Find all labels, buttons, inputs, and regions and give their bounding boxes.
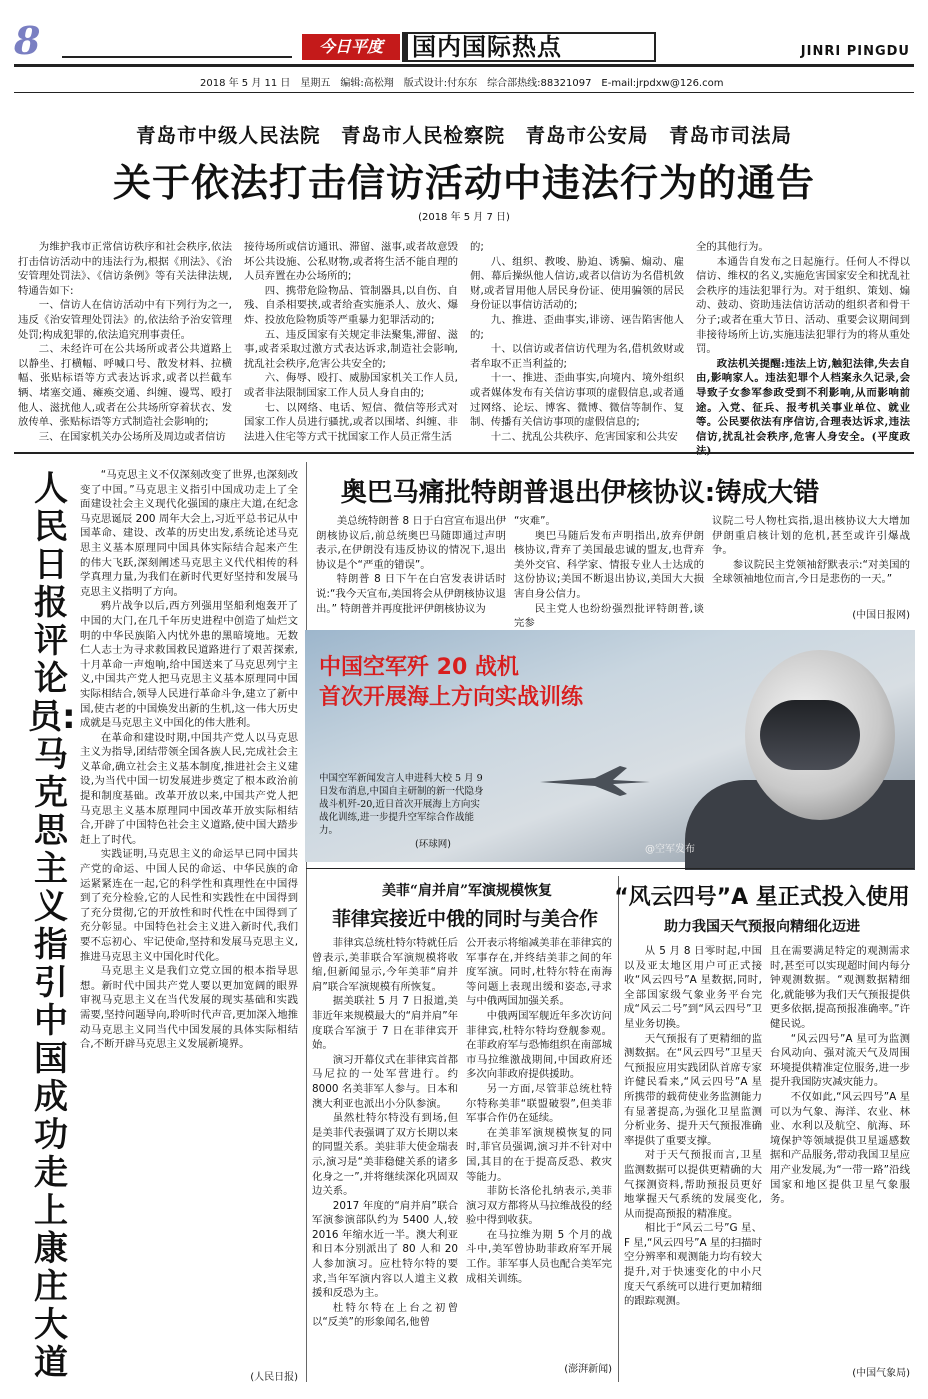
feibin-paragraph: 公开表示将缩减美菲在菲律宾的军事存在,并终结美菲之间的年度军演。同时,杜特尔特在南海等问题上表现出缓和姿态,寻求与中俄两国加强关系。 [466,937,612,1008]
obama-paragraph: 美总统特朗普 8 日于白宫宣布退出伊朗核协议后,前总统奥巴马随即通过声明表示,在伊朗没有违反协议的情况下,退出协议是个“严重的错误”。 [316,515,506,571]
notice-paragraph: 二、未经许可在公共场所或者公共道路上以静坐、打横幅、呼喊口号、散发材料、拉横幅、张贴标语等方式表达诉求,或者以拦截车辆、堵塞交通、瘫痪交通、纠缠、谩骂、殴打他人、滋扰他人,或者在公共场所穿着状衣、发放传单、张贴标语等方式制造社会影响的; [18,343,232,429]
renmin-paragraph: 马克思主义是我们立党立国的根本指导思想。新时代中国共产党人要以更加宽阔的眼界审视马克思主义在当代发展的现实基础和实践需要,坚持问题导向,聆听时代声音,更加深入地推动马克思主义同当代中国发展的具体实际相结合,不断开辟马克思主义发展新境界。 [80,965,298,1051]
obama-column-2 [514,514,704,630]
header-rule [14,64,914,67]
dateline: 2018 年 5 月 11 日 星期五 编辑:高松翔 版式设计:付东东 综合部热线:88321097 E-mail:jrpdxw@126.com [200,78,724,89]
renmin-paragraph: “马克思主义不仅深刻改变了世界,也深刻改变了中国。”马克思主义指引中国成功走上了全面建设社会主义现代化强国的康庄大道,在纪念马克思诞辰 200 周年大会上,习近平总书记从中国革命、建设、改革的历史出发,系统论述马克思主义基本原理同中国具体实际结合起来产生的伟大飞跃,深刻阐述马克思主义代代相传的科学真理力量,为我们在新时代更好坚持和发展马克思主义指明了方向。 [80,469,298,598]
feibin-paragraph: 另一方面,尽管菲总统杜特尔特称美菲“联盟破裂”,但美菲军事合作仍在延续。 [466,1082,612,1125]
photo-caption: 中国空军新闻发言人申进科大校 5 月 9 日发布消息,中国自主研制的新一代隐身战斗机歼-20,近日首次开展海上方向实战化训练,进一步提升空军综合作战能力。 [319,773,484,836]
renmin-paragraph: 在革命和建设时期,中国共产党人以马克思主义为指导,团结带领全国各族人民,完成社会主义革命,确立社会主义基本制度,推进社会主义建设,为当代中国一切发展进步奠定了根本政治前提和制度基础。改革开放以来,中国共产党人把马克思主义基本原理同中国改革开放实际相结合,开辟了中国特色社会主义道路,使中国大踏步赶上了时代。 [80,731,298,846]
obama-paragraph: 议院二号人物杜宾指,退出核协议大大增加伊朗重启核计划的危机,甚至或许引爆战争。 [712,515,910,557]
obama-paragraph: 参议院民主党领袖舒默表示:“对美国的全球领袖地位而言,今日是悲伤的一天。” [712,558,910,586]
notice-paragraph: 五、违反国家有关规定非法聚集,滞留、滋事,或者采取过激方式表达诉求,制造社会影响,扰乱社会秩序,危害公共安全的; [244,328,458,370]
photo-headline-1: 中国空军歼 20 战机 [319,655,519,680]
feibin-column-1 [312,936,458,1372]
notice-paragraph: 八、组织、教唆、胁迫、诱骗、煽动、雇佣、幕后操纵他人信访,或者以信访为名借机敛财,或者冒用他人居民身份证、使用骗领的居民身份证以事信访活动的; [470,255,684,312]
renmin-paragraph: 鸦片战争以后,西方列强用坚船利炮轰开了中国的大门,在几千年历史进程中创造了灿烂文明的中华民族陷入内忧外患的黑暗境地。无数仁人志士为寻求救国救民道路进行了艰苦探索,十月革命一声炮响,给中国送来了马克思列宁主义,中国共产党人把马克思主义基本原理同中国实际相结合,领导人民进行革命斗争,建立了新中国,使古老的中国焕发出新的生机,这一伟大历史成就是马克思主义中国化的伟大胜利。 [80,600,298,730]
feibin-paragraph: 中俄两国军舰近年多次访问菲律宾,杜特尔特均登舰参观。在菲政府军与恐怖组织在南部城市马拉维激战期间,中国政府还多次向菲政府提供援助。 [466,1009,612,1081]
feibin-paragraph: 虽然杜特尔特没有到场,但是美菲代表强调了双方长期以来的同盟关系。美驻菲大使金瑞表示,演习是“美菲稳健关系的诸多化身之一”,并将继续深化巩固双边关系。 [312,1112,458,1198]
notice-paragraph: 十、以信访或者信访代理为名,借机敛财或者牟取不正当利益的; [470,343,684,370]
fengyun-headline: “风云四号”A 星正式投入使用 [614,885,910,910]
notice-paragraph: 的; [470,241,484,253]
photo-source: (环球网) [415,839,451,850]
obama-paragraph: 特朗普 8 日下午在白宫发表讲话时说:“我今天宣布,美国将会从伊朗核协议退出。” 特朗普并再度批评伊朗核协议为 [316,573,506,615]
feibin-paragraph: 据美联社 5 月 7 日报道,美菲近年来规模最大的“肩并肩”年度联合军演于 7 日在菲律宾开始。 [312,995,458,1052]
masthead-pinyin: JINRI PINGDU [800,44,910,59]
obama-headline: 奥巴马痛批特朗普退出伊核协议:铸成大错 [340,478,820,508]
fengyun-paragraph: 从 5 月 8 日零时起,中国以及亚太地区用户可正式接收“风云四号”A 星数据,同时,全部国家级气象业务平台完成“风云二号”到“风云四号”卫星业务切换。 [624,945,762,1030]
obama-paragraph: 奥巴马随后发布声明指出,放弃伊朗核协议,背弃了美国最忠诚的盟友,也背弃美外交官、科学家、情报专业人士达成的这份协议;美国不断退出协议,美国大大损害自身公信力。 [514,529,704,600]
fengyun-paragraph: 对于天气预报而言,卫星监测数据可以提供更精确的大气探测资料,帮助预报员更好地掌握天气系统的发展变化,从而提高预报的精准度。 [624,1149,762,1220]
page-number [14,18,62,62]
obama-column-3 [712,514,910,606]
fengyun-paragraph: 且在需要满足特定的观测需求时,甚至可以实现超时间内每分钟观测数据。“观测数据精细化,就能够为我们天气预报提供更多依据,提高预报准确率。”许健民说。 [770,945,910,1030]
fengyun-paragraph: 相比于“风云二号”G 星、F 星,“风云四号”A 星的扫描时空分辨率和观测能力均有较大提升,对于快速变化的中小尺度天气系统可以进行更加精细的跟踪观测。 [624,1222,762,1308]
fengyun-paragraph: 不仅如此,“风云四号”A 星可以为气象、海洋、农业、林业、水利以及航空、航海、环境保护等领域提供卫星遥感数据和产品服务,带动我国卫星应用产业发展,为“一带一路”沿线国家和地区提供卫星气象服务。 [770,1090,910,1206]
notice-bottom-rule [14,452,914,454]
notice-paragraph: 七、以网络、电话、短信、微信等形式对国家工作人员进行骚扰,或者以围堵、纠缠、非法进入住宅等方式干扰国家工作人员正常生活 [244,401,458,443]
notice-title: 关于依法打击信访活动中违法行为的通告 [112,160,815,205]
photo-headline-2: 首次开展海上方向实战训练 [319,685,584,710]
feibin-column-2 [466,936,612,1356]
photo-watermark: @空军发布 [645,844,695,855]
notice-paragraph: 六、侮辱、殴打、威胁国家机关工作人员,或者非法限制国家工作人员人身自由的; [244,372,458,399]
notice-paragraph: 十一、推进、歪曲事实,向境内、境外组织或者媒体发布有关信访事项的虚假信息,或者通过网络、论坛、博客、微博、微信等制作、复制、传播有关信访事项的虚假信息的; [470,372,684,429]
obama-paragraph: 民主党人也纷纷强烈批评特朗普,谈完参 [514,602,704,630]
notice-paragraph: 本通告自发布之日起施行。任何人不得以信访、维权的名义,实施危害国家安全和扰乱社会秩序的违法犯罪行为。对于组织、策划、煽动、鼓动、资助违法信访活动的组织者和骨干分子;或者在重大节日、活动、重要会议期间到非接待场所上访,实施违法犯罪行为的将从重处罚。 [696,255,910,356]
column-divider [306,462,307,1382]
feibin-headline: 菲律宾接近中俄的同时与美合作 [331,908,598,930]
feibin-paragraph: 演习开幕仪式在菲律宾首都马尼拉的一处军营进行。约 8000 名美菲军人参与。日本和澳大利亚也派出小分队参演。 [312,1053,458,1110]
notice-issuers: 青岛市中级人民法院 青岛市人民检察院 青岛市公安局 青岛市司法局 [135,124,792,147]
feibin-kicker: 美菲“肩并肩”军演规模恢复 [381,883,553,899]
notice-paragraph: 一、信访人在信访活动中有下列行为之一,违反《治安管理处罚法》的,依法给予治安管理处罚;构成犯罪的,依法追究刑事责任。 [18,299,232,341]
renmin-headline: 人民日报评论员:马克思主义指引中国成功走上康庄大道 [28,469,76,1383]
feibin-paragraph: 在马拉维为期 5 个月的战斗中,美军曾协助菲政府军开展工作。菲军事人员也配合美军完成相关训练。 [466,1228,612,1285]
feibin-paragraph: 在美菲军演规模恢复的同时,菲官员强调,演习并不针对中国,其目的在于提高反恐、救灾等能力。 [466,1126,612,1183]
notice-column-3 [470,240,684,445]
dateline-rule [14,92,914,93]
notice-date: (2018 年 5 月 7 日) [418,212,510,223]
masthead-logo: 今日平度 [302,34,400,60]
notice-column-1 [18,240,232,445]
helmet-visor [760,700,860,770]
notice-paragraph: 为维护我市正常信访秩序和社会秩序,依法打击信访活动中的违法行为,根据《刑法》、《治安管理处罚法》、《信访条例》等有关法律法规,特通告如下: [18,241,232,297]
renmin-body [80,468,298,1366]
section-title: 国内国际热点 [406,32,656,62]
fengyun-paragraph: 天气预报有了更精细的监测数据。在“风云四号”卫星天气预报应用实践团队首席专家许健民看来,“风云四号”A 星所携带的载荷使业务监测能力有显著提高,为强化卫星监测分析业务、提升天气预报准确率提供了重要支撑。 [624,1032,762,1147]
feibin-paragraph: 2017 年度的“肩并肩”联合军演参演部队约为 5400 人,较 2016 年缩水近一半。澳大利亚和日本分别派出了 80 人和 20 人参加演习。应杜特尔特的要求,当年军演内容以人道主义救援和反恐为主。 [312,1199,458,1300]
notice-reminder: 政法机关提醒:违法上访,触犯法律,失去自由,影响家人。违法犯罪个人档案永久记录,会导致子女参军参政受到不利影响,从而影响前途。入党、征兵、报考机关事业单位、就业等。公民要依法有序信访,合理表达诉求,违法信访,扰乱社会秩序,危害人身安全。(平度政 [696,357,910,443]
j20-photo [305,630,915,862]
feibin-credit: (澎湃新闻) [564,1364,612,1375]
notice-paragraph: 十二、扰乱公共秩序、危害国家和公共安 [490,430,678,443]
notice-paragraph: 全的其他行为。 [696,241,769,253]
jet-silhouette-icon [535,760,655,800]
page-number-text: 8 [14,18,41,63]
feibin-paragraph: 杜特尔特在上台之初曾以“反美”的形象闻名,他曾 [312,1301,458,1329]
obama-paragraph: “灾难”。 [514,515,556,527]
fengyun-credit: (中国气象局) [852,1368,910,1379]
feibin-paragraph: 菲防长洛伦扎纳表示,美菲演习双方都将从马拉维战役的经验中得到收获。 [466,1185,612,1227]
column-divider [618,876,619,1382]
obama-credit: (中国日报网) [852,610,910,621]
notice-paragraph: 接待场所或信访通讯、滞留、滋事,或者故意毁坏公共设施、公私财物,或者将生活不能自理的人员弃置在办公场所的; [244,241,458,283]
notice-column-2 [244,240,458,445]
feibin-paragraph: 菲律宾总统杜特尔特就任后曾表示,美菲联合军演规模将收缩,但新闻显示,今年美菲“肩并肩”联合军演规模有所恢复。 [312,937,458,993]
fengyun-column-2 [770,944,910,1362]
fengyun-subtitle: 助力我国天气预报向精细化迈进 [664,919,860,935]
notice-paragraph: 四、携带危险物品、管制器具,以自伤、自残、自杀相要挟,或者给查实施杀人、放火、爆炸、投放危险物质等严重暴力犯罪活动的; [244,284,458,326]
photo-bottom-rule [306,868,914,869]
obama-column-1 [316,514,506,620]
renmin-paragraph: 实践证明,马克思主义的命运早已同中国共产党的命运、中国人民的命运、中华民族的命运紧紧连在一起,它的科学性和真理性在中国得到了充分检验,它的人民性和实践性在中国得到了充分贯彻,它的开放性和时代性在中国得到了充分彰显。中国特色社会主义进入新时代,我们要不忘初心、牢记使命,坚持和发展马克思主义,推进马克思主义中国化时代化。 [80,848,298,963]
notice-paragraph: 三、在国家机关办公场所及周边或者信访 [38,430,226,443]
notice-paragraph: 九、推进、歪曲事实,诽谤、诬告陷害他人的; [470,313,684,341]
notice-column-4 [696,240,910,445]
fengyun-column-1 [624,944,762,1380]
header-rule-left [62,56,292,58]
fengyun-paragraph: “风云四号”A 星可为监测台风动向、强对流天气及周围环境提供精准定位服务,进一步提升我国防灾减灾能力。 [770,1032,910,1089]
renmin-credit: (人民日报) [250,1372,298,1383]
